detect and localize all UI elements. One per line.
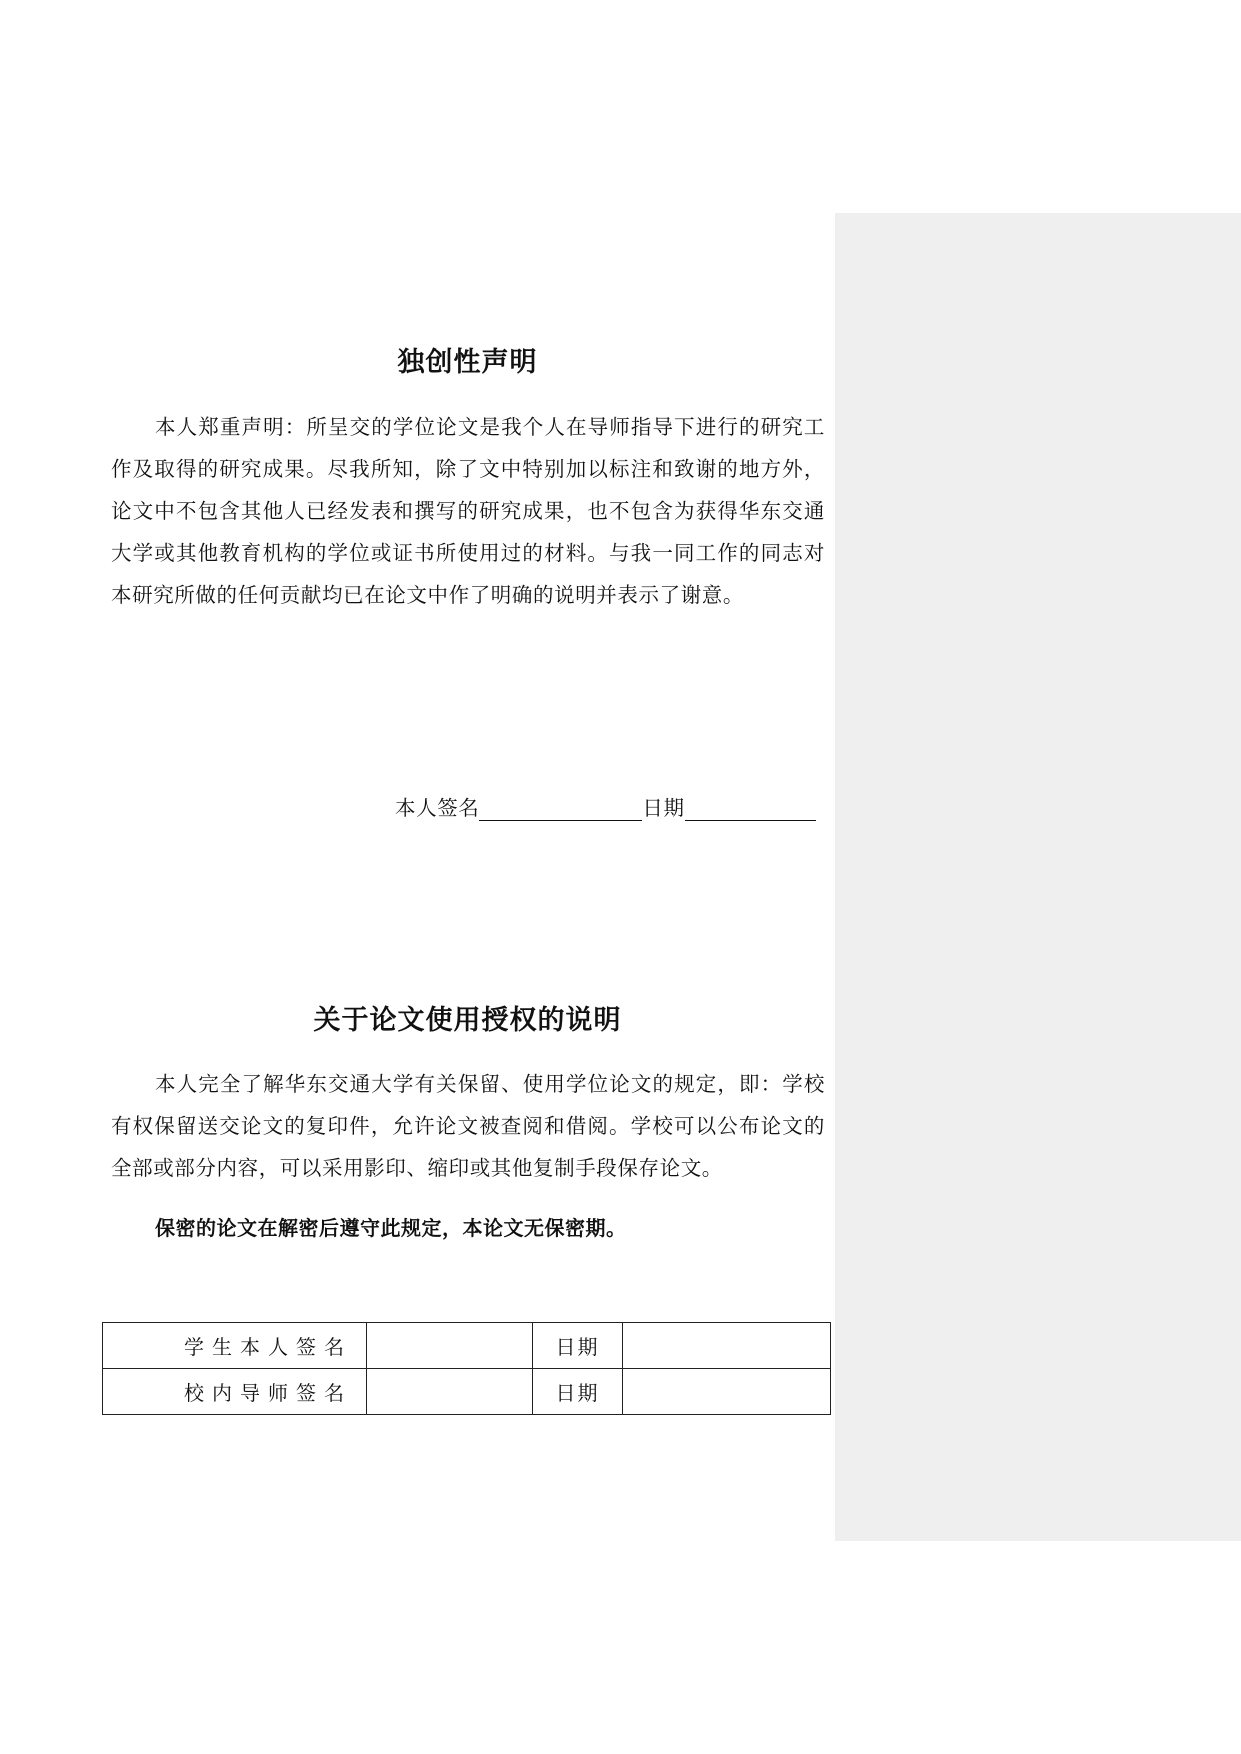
signature-table xyxy=(102,1322,831,1415)
student-signature-label: 学生本人签名 xyxy=(103,1323,367,1369)
comment-margin-panel xyxy=(835,213,1241,1541)
signature-label: 本人签名 xyxy=(395,796,480,820)
authorization-body: 本人完全了解华东交通大学有关保留、使用学位论文的规定，即：学校有权保留送交论文的复印件，允许论文被查阅和借阅。学校可以公布论文的全部或部分内容，可以采用影印、缩印或其他复制手段保存论文。 xyxy=(111,1072,825,1180)
advisor-date-cell[interactable] xyxy=(623,1369,831,1415)
declaration-signature-line xyxy=(395,791,816,821)
date-blank[interactable] xyxy=(685,796,816,821)
date-label: 日期 xyxy=(642,796,685,820)
declaration-title: 独创性声明 xyxy=(397,347,538,378)
table-row xyxy=(103,1323,831,1369)
confidential-note: 保密的论文在解密后遵守此规定，本论文无保密期。 xyxy=(155,1216,627,1240)
authorization-title: 关于论文使用授权的说明 xyxy=(313,1005,622,1036)
student-date-cell[interactable] xyxy=(623,1323,831,1369)
signature-blank[interactable] xyxy=(479,796,642,821)
advisor-signature-label: 校内导师签名 xyxy=(103,1369,367,1415)
advisor-date-label: 日期 xyxy=(533,1369,623,1415)
student-signature-cell[interactable] xyxy=(367,1323,533,1369)
table-row xyxy=(103,1369,831,1415)
declaration-body: 本人郑重声明：所呈交的学位论文是我个人在导师指导下进行的研究工作及取得的研究成果。尽我所知，除了文中特别加以标注和致谢的地方外，论文中不包含其他人已经发表和撰写的研究成果，也不包含为获得华东交通大学或其他教育机构的学位或证书所使用过的材料。与我一同工作的同志对本研究所做的任何贡献均已在论文中作了明确的说明并表示了谢意。 xyxy=(111,415,825,607)
student-date-label: 日期 xyxy=(533,1323,623,1369)
advisor-signature-cell[interactable] xyxy=(367,1369,533,1415)
